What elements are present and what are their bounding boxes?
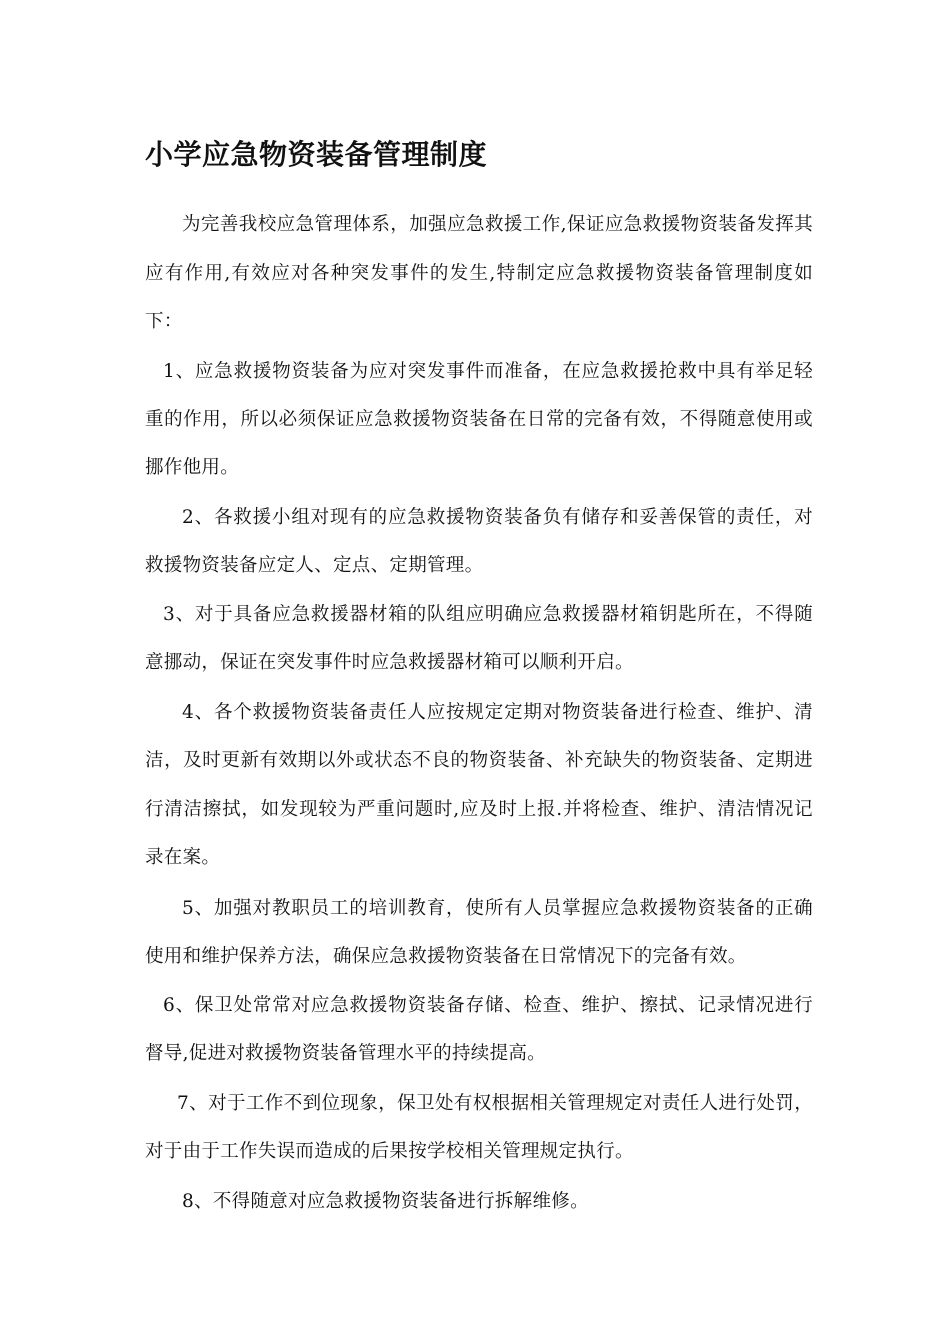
- rule-item-6: 6、保卫处常常对应急救援物资装备存储、检查、维护、擦拭、记录情况进行督导,促进对救援物资装备管理水平的持续提高。: [145, 994, 813, 1064]
- rule-item-8: 8、不得随意对应急救援物资装备进行拆解维修。: [182, 1190, 589, 1212]
- document-body: [145, 201, 813, 1226]
- rule-item-2: 2、各救援小组对现有的应急救援物资装备负有储存和妥善保管的责任，对救援物资装备应定人、定点、定期管理。: [145, 506, 813, 576]
- document-title: 小学应急物资装备管理制度: [145, 138, 488, 171]
- rule-item-5: 5、加强对教职员工的培训教育，使所有人员掌握应急救援物资装备的正确使用和维护保养方法，确保应急救援物资装备在日常情况下的完备有效。: [145, 897, 813, 967]
- rule-item-1: 1、应急救援物资装备为应对突发事件而准备，在应急救援抢救中具有举足轻重的作用，所以必须保证应急救援物资装备在日常的完备有效，不得随意使用或挪作他用。: [145, 360, 813, 478]
- rule-item-7: 7、对于工作不到位现象，保卫处有权根据相关管理规定对责任人进行处罚，对于由于工作失误而造成的后果按学校相关管理规定执行。: [145, 1092, 813, 1162]
- intro-paragraph: 为完善我校应急管理体系，加强应急救援工作,保证应急救援物资装备发挥其应有作用,有效应对各种突发事件的发生,特制定应急救援物资装备管理制度如下：: [145, 214, 813, 332]
- rule-item-3: 3、对于具备应急救援器材箱的队组应明确应急救援器材箱钥匙所在，不得随意挪动，保证在突发事件时应急救援器材箱可以顺利开启。: [145, 603, 813, 673]
- rule-item-4: 4、各个救援物资装备责任人应按规定定期对物资装备进行检查、维护、清洁，及时更新有效期以外或状态不良的物资装备、补充缺失的物资装备、定期进行清洁擦拭，如发现较为严重问题时,应及时上报.并将检查、维护、清洁情况记录在案。: [145, 701, 813, 868]
